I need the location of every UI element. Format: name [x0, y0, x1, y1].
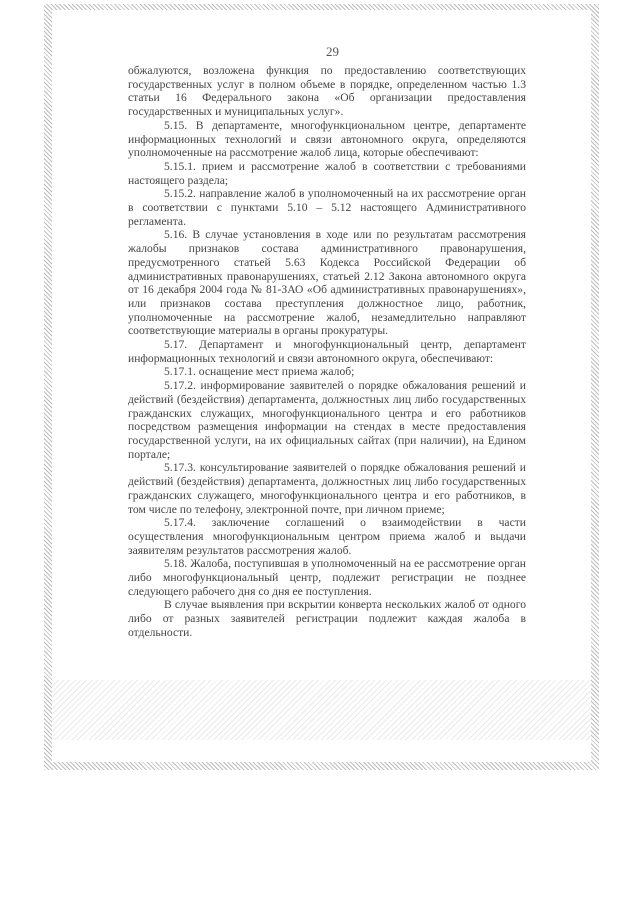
paragraph: 5.17.1. оснащение мест приема жалоб; [164, 365, 355, 379]
paragraph: 5.16. В случае установления в ходе или по результатам рассмотрения жалобы признаков состава административного правонарушения, предусмотренного статьей 5.63 Кодекса Российской Федерации об административных правонарушениях, статьей 2.12 Закона автономного округа от 16 декабря 2004 года № 81-ЗАО «Об административных правонарушениях», или признаков состава преступления должностное лицо, работник, уполномоченные на рассмотрение жалоб, незамедлительно направляют соответствующие материалы в органы прокуратуры. [128, 228, 526, 338]
paragraph: 5.17.3. консультирование заявителей о порядке обжалования решений и действий (бездействия) департамента, должностных лиц либо государственных гражданских служащего, многофункционального центра и его работников, в том числе по телефону, электронной почте, при личном приеме; [128, 461, 526, 516]
paragraph: В случае выявления при вскрытии конверта нескольких жалоб от одного либо от разных заявителей регистрации подлежит каждая жалоба в отдельности. [128, 598, 526, 639]
scan-noise [52, 680, 591, 740]
paragraph: 5.18. Жалоба, поступившая в уполномоченный на ее рассмотрение орган либо многофункциональный центр, подлежит регистрации не позднее следующего рабочего дня со дня ее поступления. [128, 557, 526, 598]
paragraph: 5.17. Департамент и многофункциональный центр, департамент информационных технологий и связи автономного округа, обеспечивают: [128, 338, 526, 365]
paragraph: обжалуются, возложена функция по предоставлению соответствующих государственных услуг в полном объеме в порядке, определенном частью 1.3 статьи 16 Федерального закона «Об организации предоставления государственных и муниципальных услуг». [128, 64, 526, 119]
paragraph: 5.17.4. заключение соглашений о взаимодействии в части осуществления многофункциональным центром приема жалоб и выдачи заявителям результатов рассмотрения жалоб. [128, 516, 526, 557]
page-number: 29 [326, 44, 339, 59]
paragraph: 5.15. В департаменте, многофункциональном центре, департаменте информационных технологий и связи автономного округа, определяются уполномоченные на рассмотрение жалоб лица, которые обеспечивают: [128, 118, 526, 160]
paragraph: 5.17.2. информирование заявителей о порядке обжалования решений и действий (бездействия) департамента, должностных лиц либо государственных гражданских служащих, многофункционального центра и его работников посредством размещения информации на стендах в месте предоставления государственной услуги, на их официальных сайтах (при наличии), на Едином портале; [128, 379, 526, 461]
document-body [128, 64, 526, 640]
paragraph: 5.15.2. направление жалоб в уполномоченный на их рассмотрение орган в соответствии с пунктами 5.10 – 5.12 настоящего Административного регламента. [128, 187, 526, 228]
paragraph: 5.15.1. прием и рассмотрение жалоб в соответствии с требованиями настоящего раздела; [128, 159, 526, 187]
